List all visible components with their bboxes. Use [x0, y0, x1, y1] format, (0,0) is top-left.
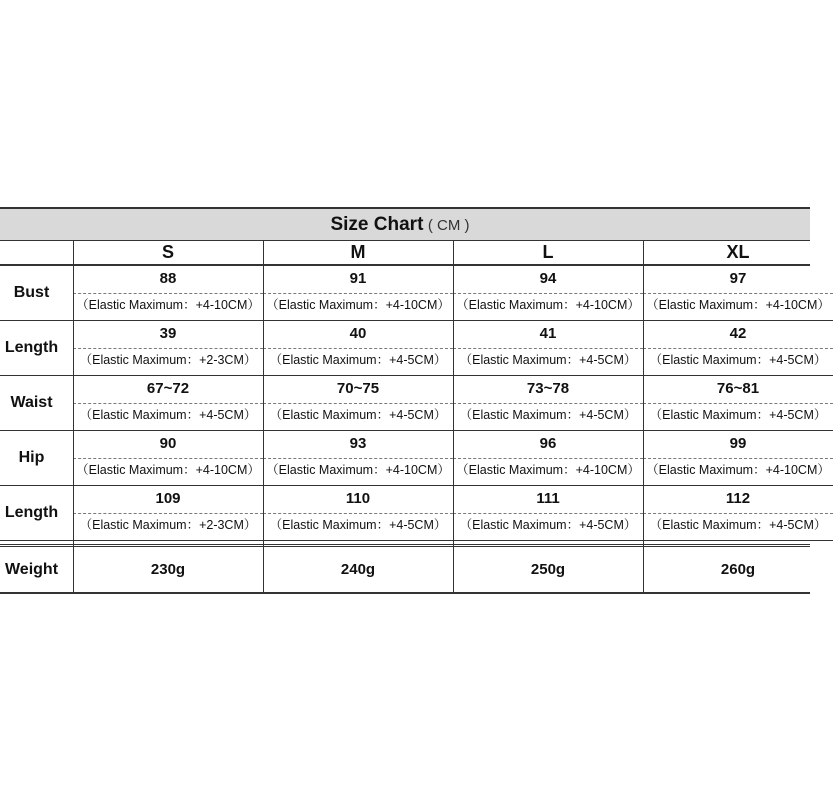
measurement-value: 90 — [159, 435, 177, 452]
elastic-note: （Elastic Maximum：+4-5CM） — [263, 513, 453, 537]
weight-label: Weight — [4, 561, 59, 578]
row-label: Bust — [0, 266, 73, 321]
measurement-cell-m — [263, 431, 453, 486]
measurement-value: 41 — [539, 325, 557, 342]
row-label: Waist — [0, 376, 73, 431]
weight-separator — [0, 544, 810, 547]
measurement-value: 109 — [155, 490, 181, 507]
measurement-cell-s — [73, 266, 263, 321]
elastic-note: （Elastic Maximum：+4-5CM） — [643, 513, 833, 537]
measurement-cell-m — [263, 321, 453, 376]
measurement-cell-s — [73, 321, 263, 376]
measurement-value: 39 — [159, 325, 177, 342]
measurement-value: 73~78 — [526, 380, 570, 397]
elastic-note: （Elastic Maximum：+2-3CM） — [73, 348, 263, 372]
row-label: Length — [0, 321, 73, 376]
elastic-note: （Elastic Maximum：+4-5CM） — [263, 403, 453, 427]
weight-value-l: 250g — [530, 561, 566, 578]
column-divider — [643, 241, 644, 594]
measurement-value: 94 — [539, 270, 557, 287]
elastic-note: （Elastic Maximum：+4-5CM） — [643, 403, 833, 427]
measurement-cell-xl — [643, 486, 833, 541]
measurement-value: 67~72 — [146, 380, 190, 397]
measurement-cell-s — [73, 486, 263, 541]
elastic-note: （Elastic Maximum：+4-10CM） — [643, 293, 833, 317]
measurement-value: 96 — [539, 435, 557, 452]
measurement-cell-xl — [643, 266, 833, 321]
weight-value-s: 230g — [150, 561, 186, 578]
elastic-note: （Elastic Maximum：+4-5CM） — [453, 513, 643, 537]
measurement-cell-l — [453, 376, 643, 431]
measurement-value: 111 — [536, 490, 560, 507]
measurement-cell-xl — [643, 321, 833, 376]
measurement-cell-xl — [643, 431, 833, 486]
measurement-value: 112 — [725, 490, 751, 507]
measurement-value: 88 — [159, 270, 177, 287]
measurement-value: 42 — [729, 325, 747, 342]
measurement-cell-l — [453, 266, 643, 321]
elastic-note: （Elastic Maximum：+4-10CM） — [453, 293, 643, 317]
measurement-value: 110 — [345, 490, 371, 507]
size-chart-table — [0, 207, 830, 595]
measurement-cell-xl — [643, 376, 833, 431]
column-divider — [263, 241, 264, 594]
elastic-note: （Elastic Maximum：+4-5CM） — [263, 348, 453, 372]
measurement-value: 76~81 — [716, 380, 760, 397]
measurement-cell-l — [453, 321, 643, 376]
measurement-cell-m — [263, 266, 453, 321]
measurement-value: 93 — [349, 435, 367, 452]
measurement-value: 91 — [349, 270, 367, 287]
elastic-note: （Elastic Maximum：+4-10CM） — [263, 293, 453, 317]
row-label: Hip — [0, 431, 73, 486]
elastic-note: （Elastic Maximum：+4-5CM） — [453, 403, 643, 427]
size-header-s: S — [161, 242, 174, 262]
elastic-note: （Elastic Maximum：+4-10CM） — [263, 458, 453, 482]
size-chart-title-bar — [0, 207, 810, 241]
elastic-note: （Elastic Maximum：+4-10CM） — [73, 293, 263, 317]
size-header-row — [0, 241, 810, 266]
size-header-xl: XL — [726, 242, 750, 262]
size-chart-unit: ( CM ) — [427, 217, 470, 234]
elastic-note: （Elastic Maximum：+4-5CM） — [453, 348, 643, 372]
elastic-note: （Elastic Maximum：+4-10CM） — [643, 458, 833, 482]
measurement-cell-l — [453, 486, 643, 541]
measurement-cell-s — [73, 376, 263, 431]
measurement-cell-m — [263, 486, 453, 541]
measurement-cell-s — [73, 431, 263, 486]
row-label: Length — [0, 486, 73, 541]
measurement-value: 40 — [349, 325, 367, 342]
size-chart-title: Size Chart — [330, 214, 424, 235]
weight-value-m: 240g — [340, 561, 376, 578]
column-divider — [73, 241, 74, 594]
weight-row — [0, 548, 810, 594]
measurement-value: 70~75 — [336, 380, 380, 397]
measurement-cell-l — [453, 431, 643, 486]
weight-value-xl: 260g — [720, 561, 756, 578]
measurement-cell-m — [263, 376, 453, 431]
elastic-note: （Elastic Maximum：+4-10CM） — [73, 458, 263, 482]
measurement-value: 97 — [729, 270, 747, 287]
elastic-note: （Elastic Maximum：+4-10CM） — [453, 458, 643, 482]
size-header-m: M — [350, 242, 366, 262]
elastic-note: （Elastic Maximum：+4-5CM） — [643, 348, 833, 372]
size-header-l: L — [542, 242, 554, 262]
elastic-note: （Elastic Maximum：+4-5CM） — [73, 403, 263, 427]
column-divider — [453, 241, 454, 594]
elastic-note: （Elastic Maximum：+2-3CM） — [73, 513, 263, 537]
measurement-value: 99 — [729, 435, 747, 452]
